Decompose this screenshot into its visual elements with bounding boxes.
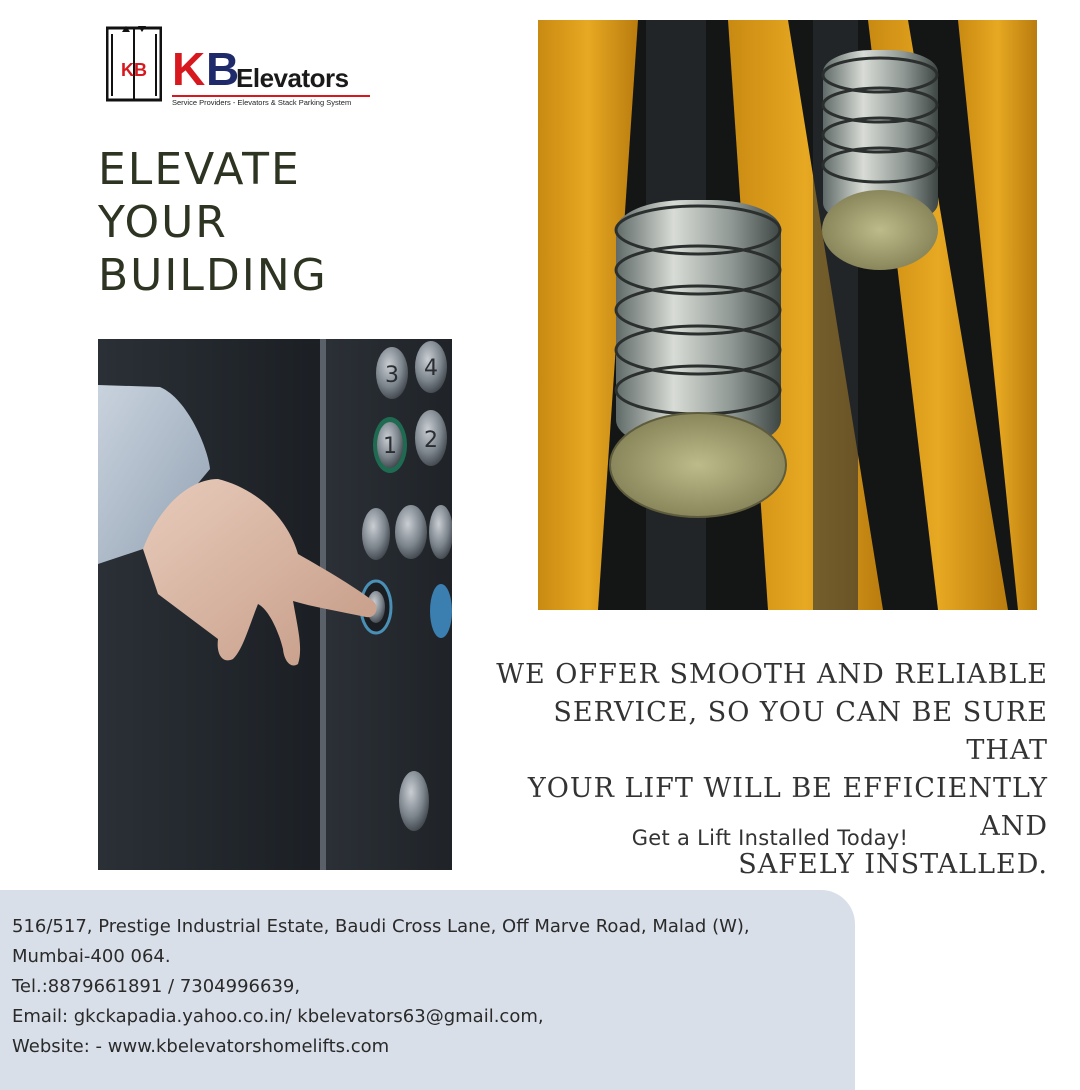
address-line: Mumbai-400 064.	[12, 946, 171, 967]
brand-tagline: Service Providers - Elevators & Stack Parking System	[172, 98, 352, 107]
website-link: Website: - www.kbelevatorshomelifts.com	[12, 1036, 390, 1057]
tagline-line: WE OFFER SMOOTH AND RELIABLE	[496, 659, 1048, 690]
call-to-action: Get a Lift Installed Today!	[631, 826, 909, 850]
brand-name-b: B	[206, 43, 240, 95]
glass-lifts-photo	[538, 20, 1037, 610]
brand-name-k: K	[172, 43, 204, 95]
headline-line: ELEVATE	[98, 144, 301, 195]
tagline-line: SAFELY INSTALLED.	[738, 849, 1048, 880]
floor-button-1	[373, 417, 407, 473]
svg-text:1: 1	[383, 434, 397, 459]
headline-line: YOUR	[98, 197, 228, 248]
tagline-line: YOUR LIFT WILL BE EFFICIENTLY AND	[527, 773, 1048, 842]
contact-panel	[0, 890, 855, 1090]
headline-line: BUILDING	[98, 250, 328, 301]
headline	[98, 143, 418, 302]
logo-mark-letters: KB	[121, 60, 147, 80]
floor-button-2	[415, 410, 447, 466]
svg-text:2: 2	[424, 428, 438, 453]
email-addresses: Email: gkckapadia.yahoo.co.in/ kbelevators63@gmail.com,	[12, 1006, 544, 1027]
svg-text:4: 4	[424, 356, 438, 381]
tagline-line: SERVICE, SO YOU CAN BE SURE THAT	[553, 697, 1048, 766]
elevator-button-photo	[98, 339, 452, 870]
brand-logo	[106, 24, 376, 106]
address-line: 516/517, Prestige Industrial Estate, Baudi Cross Lane, Off Marve Road, Malad (W),	[12, 916, 750, 937]
svg-text:3: 3	[385, 363, 399, 388]
elevator-logo-icon	[106, 24, 162, 102]
brand-name-word: Elevators	[236, 63, 349, 93]
brand-underline	[172, 95, 370, 97]
floor-button-3	[376, 347, 408, 399]
contact-details	[12, 912, 750, 1062]
phone-numbers: Tel.:8879661891 / 7304996639,	[12, 976, 301, 997]
floor-button-4	[415, 341, 447, 393]
